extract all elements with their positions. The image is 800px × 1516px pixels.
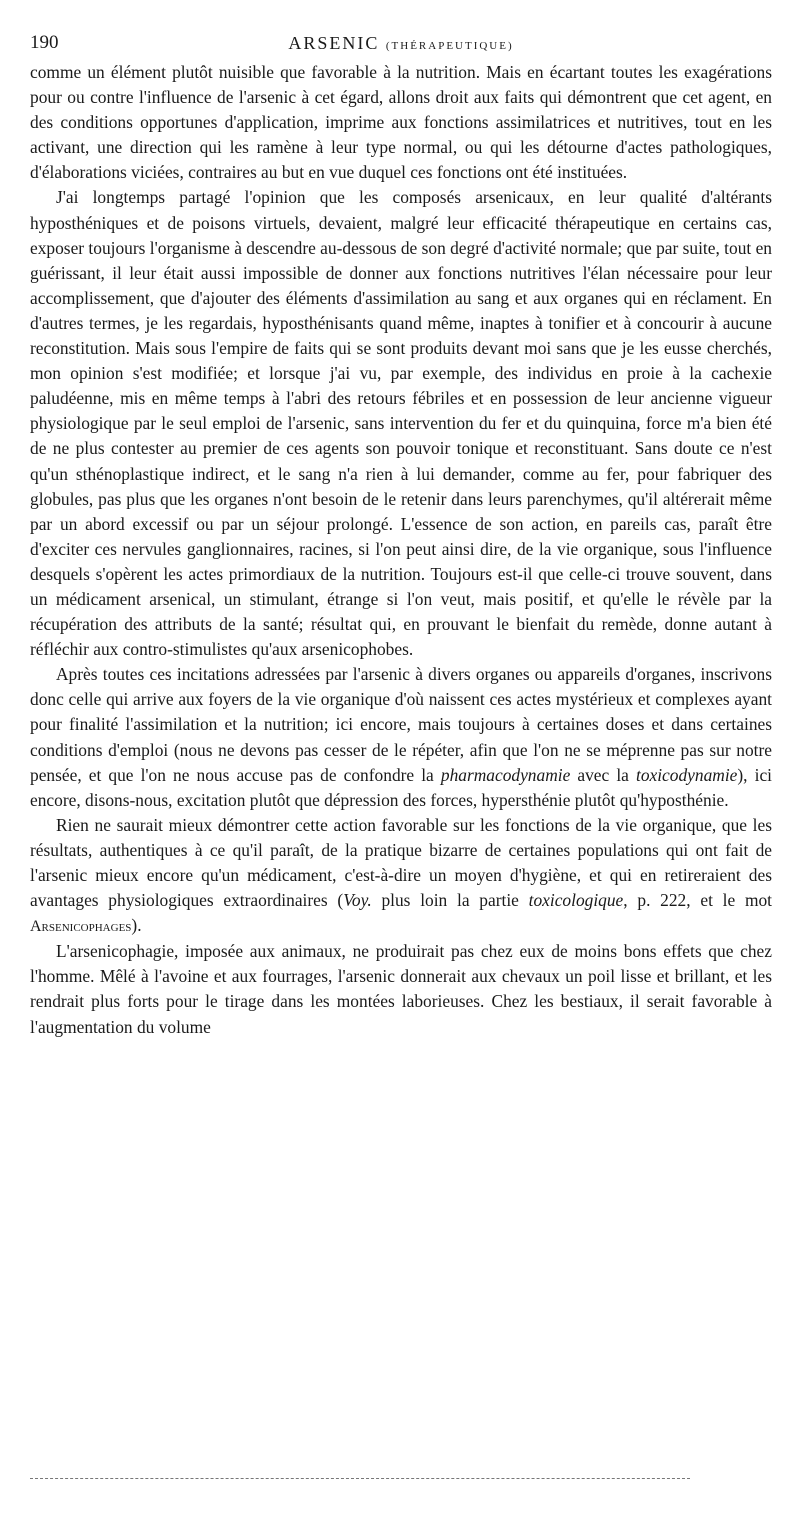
running-title-main: ARSENIC: [288, 33, 380, 53]
paragraph-3: [30, 662, 772, 813]
footer-rule: [30, 1478, 690, 1479]
term-toxicodynamie: toxicodynamie: [635, 764, 738, 785]
running-title-subtitle: (THÉRAPEUTIQUE): [385, 40, 514, 52]
page-number: 190: [30, 32, 59, 53]
paragraph-4: [30, 813, 772, 939]
paragraph-3-text-b: avec la: [570, 764, 636, 785]
paragraph-5: L'arsenicophagie, imposée aux animaux, ne produirait pas chez eux de moins bons effets que chez l'homme. Mêlé à l'avoine et aux fourrages, l'arsenic donnerait aux chevaux un poil lisse et brillant, et les rendrait plus forts pour le tirage dans les montées laborieuses. Chez les bestiaux, il serait favorable à l'augmentation du volume: [30, 941, 772, 1037]
paragraph-3-text-a: Après toutes ces incitations adressées par l'arsenic à divers organes ou appareils d'organes, inscrivons donc celle qui arrive aux foyers de la vie organique d'où naissent ces actes mystérieux et complexes ayant pour finalité l'assimilation et la nutrition; ici encore, mais toujours à certaines doses et dans certaines conditions d'emploi (nous ne devons pas cesser de le répéter, afin que l'on ne se méprenne pas sur notre pensée, et que l'on ne nous accuse pas de confondre la: [30, 664, 772, 785]
paragraph-3-text-c: ), ici encore, disons-nous, excitation plutôt que dépression des forces, hypersthénie plutôt qu'hyposthénie.: [30, 764, 772, 810]
paragraph-1: comme un élément plutôt nuisible que favorable à la nutrition. Mais en écartant toutes les exagérations pour ou contre l'influence de l'arsenic à cet égard, allons droit aux faits qui démontrent que cet agent, en des conditions opportunes d'application, imprime aux fonctions assimilatrices et nutritives, tout en les activant, une direction qui les ramène à leur type normal, ou qui les détourne d'actes pathologiques, d'élaborations viciées, contraires au but en vue duquel ces fonctions ont été instituées.: [30, 62, 772, 183]
paragraph-2: J'ai longtemps partagé l'opinion que les composés arsenicaux, en leur qualité d'altérants hyposthéniques et de poisons virtuels, devaient, malgré leur efficacité thérapeutique en certains cas, exposer toujours l'organisme à descendre au-dessous de son degré d'activité normale; que par suite, tout en guérissant, il leur était aussi impossible de donner aux fonctions nutritives l'élan nécessaire pour leur accomplissement, que d'ajouter des éléments d'assimilation au sang et aux organes qui en réclament. En d'autres termes, je les regardais, hyposthénisants quand même, inaptes à tonifier et à concourir à aucune reconstitution. Mais sous l'empire de faits qui se sont produits devant moi sans que je les eusse cherchés, mon opinion s'est modifiée; et lorsque j'ai vu, par exemple, des individus en proie à la cachexie paludéenne, mis en même temps à l'abri des retours fébriles et en possession de leur ancienne vigueur physiologique par le seul emploi de l'arsenic, sans intervention du fer et du quinquina, force m'a bien été de ne plus contester au premier de ces agents son pouvoir tonique et reconstituant. Sans doute ce n'est qu'un sthénoplastique indirect, et le sang n'a rien à lui demander, comme au fer, pour fabriquer des globules, pas plus que les organes n'ont besoin de le retenir dans leurs parenchymes, qu'il altérerait même par un abord excessif ou par un séjour prolongé. L'essence de son action, en pareils cas, paraît être d'exciter ces nervules ganglionnaires, racines, si l'on peut ainsi dire, de la vie organique, sous l'influence desquels s'opèrent les actes primordiaux de la nutrition. Toujours est-il que celle-ci trouve souvent, dans un médicament arsenical, un stimulant, étrange si l'on veut, mais positif, et qu'elle le révèle par la récupération des attributs de la santé; résultat qui, en prouvant le bienfait du remède, donne autant à réfléchir aux contro-stimulistes qu'aux arsenicophobes.: [30, 187, 772, 660]
running-title: [30, 30, 772, 59]
term-pharmacodynamie: pharmacodynamie: [440, 764, 571, 785]
paragraph-4-text-d: ).: [131, 915, 142, 936]
paragraph-4-text-a: Rien ne saurait mieux démontrer cette action favorable sur les fonctions de la vie organique, que les résultats, authentiques à ce qu'il paraît, de la pratique bizarre de certaines populations qui ont fait de l'arsenic mieux encore qu'un médicament, c'est-à-dire un moyen d'hygiène, et qui en retireraient des avantages physiologiques extraordinaires (: [30, 814, 772, 911]
ref-toxicologique: toxicologique: [528, 890, 624, 911]
book-page: [30, 30, 772, 1040]
ref-arsenicophages: Arsenicophages: [30, 918, 132, 936]
running-header: [30, 30, 772, 60]
paragraph-4-text-b: plus loin la partie: [371, 890, 529, 911]
ref-voy: Voy.: [343, 890, 372, 911]
page-body: [30, 60, 772, 1040]
paragraph-4-text-c: , p. 222, et le mot: [623, 890, 772, 911]
